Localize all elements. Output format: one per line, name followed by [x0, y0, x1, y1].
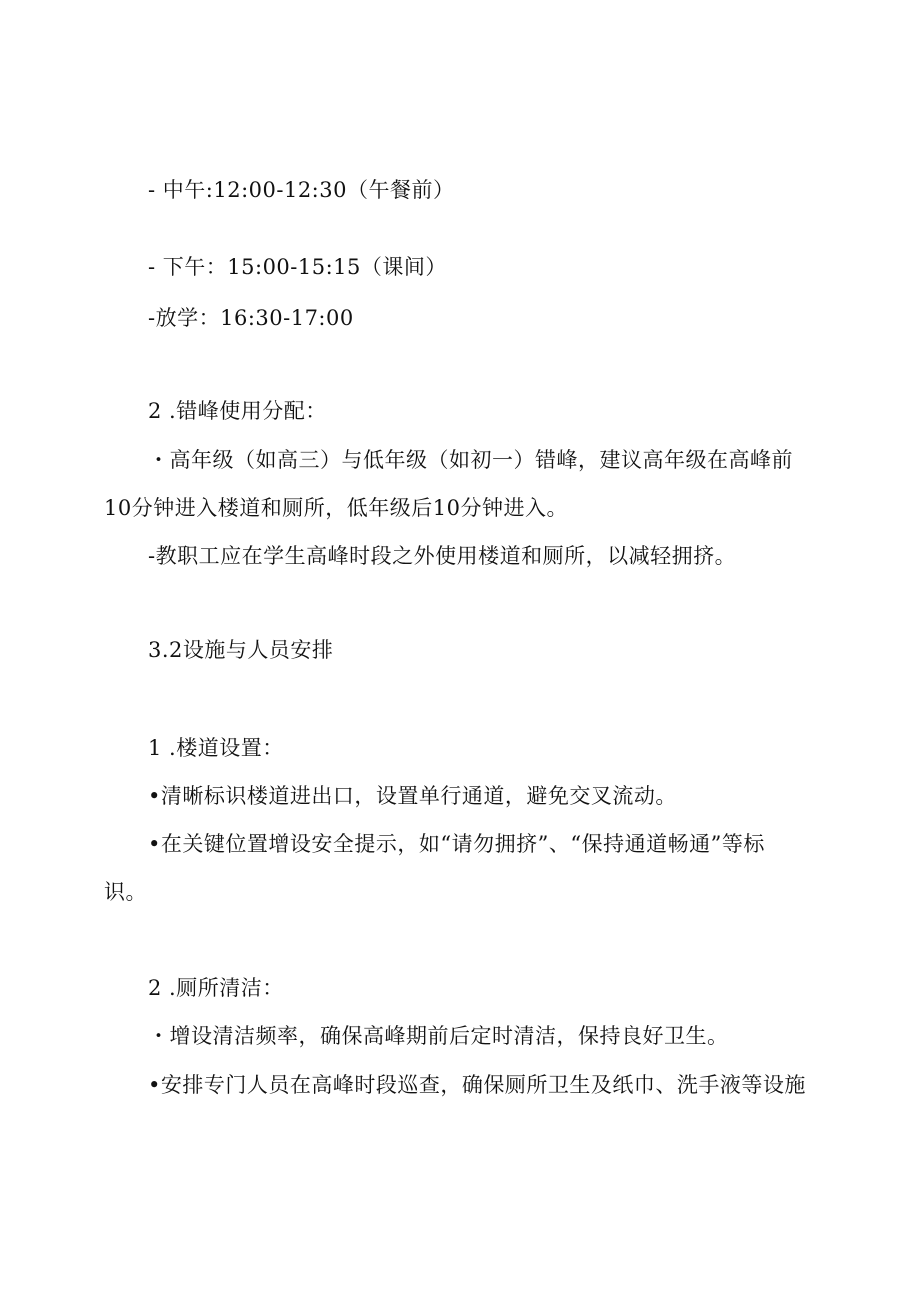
schedule-afternoon: - 下午：15:00-15:15（课间） — [148, 255, 447, 279]
stairway-item1: •清晰标识楼道进出口，设置单行通道，避免交叉流动。 — [148, 784, 677, 808]
toilet-heading: 2 .厕所清洁： — [148, 976, 284, 1000]
stairway-item2-line1: •在关键位置增设安全提示，如“请勿拥挤”、“保持通道畅通”等标 — [148, 832, 765, 856]
section2-item1-line1: ・高年级（如高三）与低年级（如初一）错峰，建议高年级在高峰前 — [148, 448, 793, 472]
toilet-item2: •安排专门人员在高峰时段巡查，确保厕所卫生及纸巾、洗手液等设施 — [148, 1073, 806, 1097]
stairway-item2-line2: 识。 — [104, 880, 147, 904]
schedule-dismissal: -放学：16:30-17:00 — [148, 306, 354, 330]
schedule-noon: - 中午:12:00-12:30（午餐前） — [148, 178, 455, 202]
toilet-item1: ・增设清洁频率，确保高峰期前后定时清洁，保持良好卫生。 — [148, 1024, 729, 1048]
section2-item2: -教职工应在学生高峰时段之外使用楼道和厕所，以减轻拥挤。 — [148, 544, 737, 568]
section2-heading: 2 .错峰使用分配： — [148, 399, 327, 423]
section2-item1-line2: 10分钟进入楼道和厕所，低年级后10分钟进入。 — [104, 496, 568, 520]
stairway-heading: 1 .楼道设置： — [148, 736, 284, 760]
section32-heading: 3.2设施与人员安排 — [148, 638, 334, 662]
